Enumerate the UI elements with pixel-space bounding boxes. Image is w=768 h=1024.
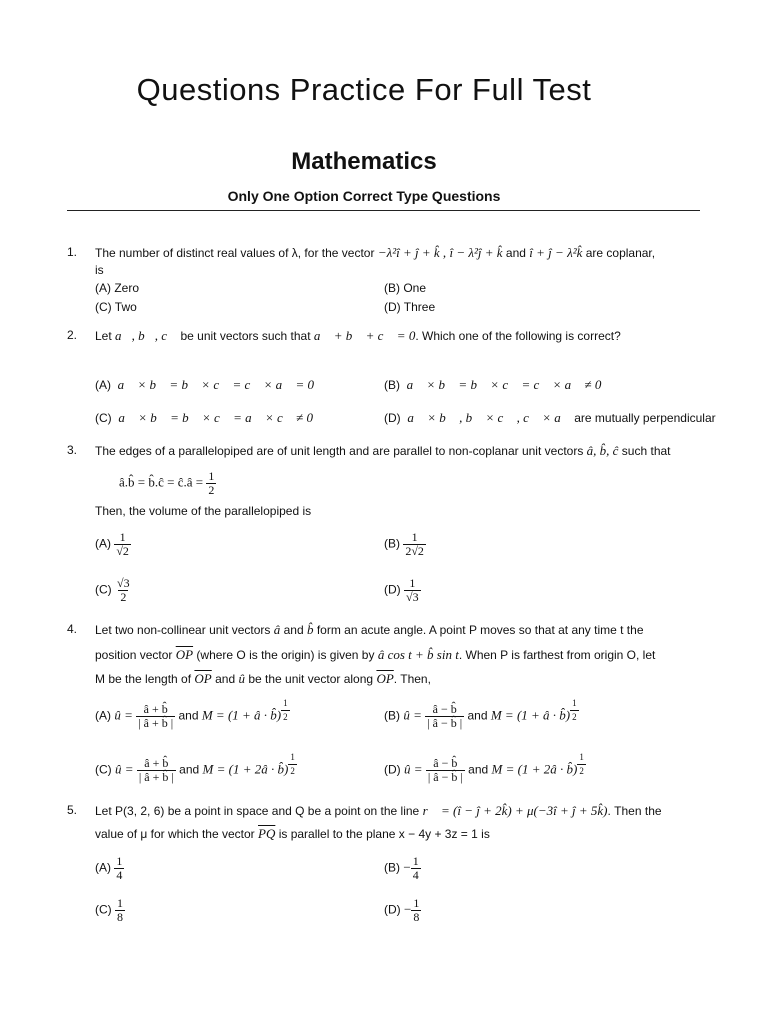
option-b xyxy=(384,531,426,558)
q3-equation xyxy=(119,470,216,497)
option-math: a⃗ × b⃗ = b⃗ × c⃗ = c⃗ × a⃗ ≠ 0 xyxy=(406,377,602,392)
q3-text-c: Then, the volume of the parallelopiped is xyxy=(95,504,312,518)
q1-vector-1: −λ²î + ĵ + k̂ , xyxy=(377,245,447,260)
q1-text-b: are coplanar, xyxy=(585,246,656,260)
equation-lhs: â.b̂ = b̂.ĉ = ĉ.â = xyxy=(119,474,204,490)
option-label: (A) xyxy=(95,536,111,551)
option-c: (C) Two xyxy=(95,300,137,314)
option-label: (D) xyxy=(384,582,401,597)
option-label: (D) xyxy=(384,762,401,777)
fraction: $\frac{1}{2}$ xyxy=(208,469,215,497)
q1-text-c: is xyxy=(95,263,104,277)
option-label: (D) xyxy=(384,902,401,917)
subject-heading: Mathematics xyxy=(291,148,437,175)
option-a: (A) $\frac{1}{4}$ xyxy=(95,854,123,882)
option-c xyxy=(95,410,313,426)
option-label: (C) xyxy=(95,582,112,597)
question-type-heading: Only One Option Correct Type Questions xyxy=(227,188,501,204)
option-a: (A) Zero xyxy=(95,281,140,295)
question-text-line-2: position vector $\overline{OP}$ (where O is the origin) is given by â cos t + b̂ sin t. When P is farthest from origin O, let xyxy=(95,647,656,662)
page-title: Questions Practice For Full Test xyxy=(136,72,592,107)
option-label: (D) xyxy=(384,411,401,425)
q1-vector-2: î − λ²ĵ + k̂ xyxy=(449,245,503,260)
fraction: $\frac{1}{√2}$ xyxy=(116,530,129,558)
question-number: 1. xyxy=(67,245,78,259)
q3-vectors: â, b̂, ĉ xyxy=(586,443,619,458)
fraction: $\frac{1}{√3}$ xyxy=(406,576,419,604)
option-label: (A) xyxy=(95,378,111,392)
option-c xyxy=(95,577,132,604)
option-a: (A) û = $\frac{â + b̂}{| â + b̂ |}$ and M = (1 + â · b̂) $\frac{1}{2}$ xyxy=(95,698,288,730)
heading-rule xyxy=(67,210,700,211)
option-tail: are mutually perpendicular xyxy=(574,411,716,425)
q1-text-a: The number of distinct real values of λ, for the vector xyxy=(95,246,375,260)
question-text xyxy=(95,328,621,344)
option-d: (D) û = $\frac{â - b̂}{| â - b̂ |}$ and M = (1 + 2â · b̂) $\frac{1}{2}$ xyxy=(384,752,584,784)
q3-text-a: The edges of a parallelopiped are of unit length and are parallel to non-coplanar unit vectors xyxy=(95,444,584,458)
q3-text-b: such that xyxy=(621,444,671,458)
q1-vector-3: î + ĵ − λ²k̂ xyxy=(529,245,583,260)
option-a xyxy=(95,531,131,558)
option-label: (B) xyxy=(384,378,400,392)
option-label: (B) xyxy=(384,536,400,551)
q2-let: Let xyxy=(95,329,112,343)
option-b xyxy=(384,377,601,393)
question-text-line-1: Let two non-collinear unit vectors â and b̂ form an acute angle. A point P moves so that at any time t the xyxy=(95,622,644,637)
option-b: (B) û = $\frac{â - b̂}{| â - b̂ |}$ and M = (1 + â · b̂) $\frac{1}{2}$ xyxy=(384,698,577,730)
option-label: (B) xyxy=(384,860,400,875)
fraction: $\frac{√3}{2}$ xyxy=(117,576,130,604)
question-number: 5. xyxy=(67,803,78,817)
question-number: 3. xyxy=(67,443,78,457)
option-d xyxy=(384,577,421,604)
question-text-line-2: value of μ for which the vector $\overline{PQ}$ is parallel to the plane x − 4y + 3z = 1 is xyxy=(95,826,490,841)
option-a xyxy=(95,377,314,393)
option-d: (D) Three xyxy=(384,300,436,314)
q2-text-a: be unit vectors such that xyxy=(180,329,311,343)
option-label: (A) xyxy=(95,708,111,723)
option-label: (B) xyxy=(384,708,400,723)
option-c: (C) $\frac{1}{8}$ xyxy=(95,896,124,924)
option-c: (C) û = $\frac{â + b̂}{| â + b̂ |}$ and M = (1 + 2â · b̂) $\frac{1}{2}$ xyxy=(95,752,295,784)
option-math: a⃗ × b⃗ , b⃗ × c⃗ , c⃗ × a⃗ xyxy=(407,410,571,425)
question-number: 4. xyxy=(67,622,78,636)
q1-and: and xyxy=(505,246,526,260)
option-math: a⃗ × b⃗ = b⃗ × c⃗ = c⃗ × a⃗ = 0 xyxy=(117,377,315,392)
q2-vectors: a⃗, b⃗, c⃗ xyxy=(115,328,178,343)
question-text-line-1: Let P(3, 2, 6) be a point in space and Q be a point on the line r⃗ = (î − ĵ + 2k̂) + μ(−3î + ĵ + 5k̂). Then the xyxy=(95,803,662,818)
option-d: (D) − $\frac{1}{8}$ xyxy=(384,896,420,924)
question-number: 2. xyxy=(67,328,78,342)
option-label: (C) xyxy=(95,902,112,917)
option-label: (C) xyxy=(95,411,112,425)
option-label: (A) xyxy=(95,860,111,875)
option-b: (B) − $\frac{1}{4}$ xyxy=(384,854,419,882)
option-label: (C) xyxy=(95,762,112,777)
question-text-line-3: M be the length of $\overline{OP}$ and û be the unit vector along $\overline{OP}$. Then, xyxy=(95,671,431,686)
q2-text-b: . Which one of the following is correct? xyxy=(415,329,621,343)
question-text xyxy=(95,245,655,261)
option-b: (B) One xyxy=(384,281,427,295)
option-math: a⃗ × b⃗ = b⃗ × c⃗ = a⃗ × c⃗ ≠ 0 xyxy=(118,410,314,425)
question-text xyxy=(95,443,671,459)
q2-condition: a⃗ + b⃗ + c⃗ = 0 xyxy=(313,328,416,343)
option-d xyxy=(384,410,716,426)
fraction: $\frac{1}{2√2}$ xyxy=(405,530,424,558)
